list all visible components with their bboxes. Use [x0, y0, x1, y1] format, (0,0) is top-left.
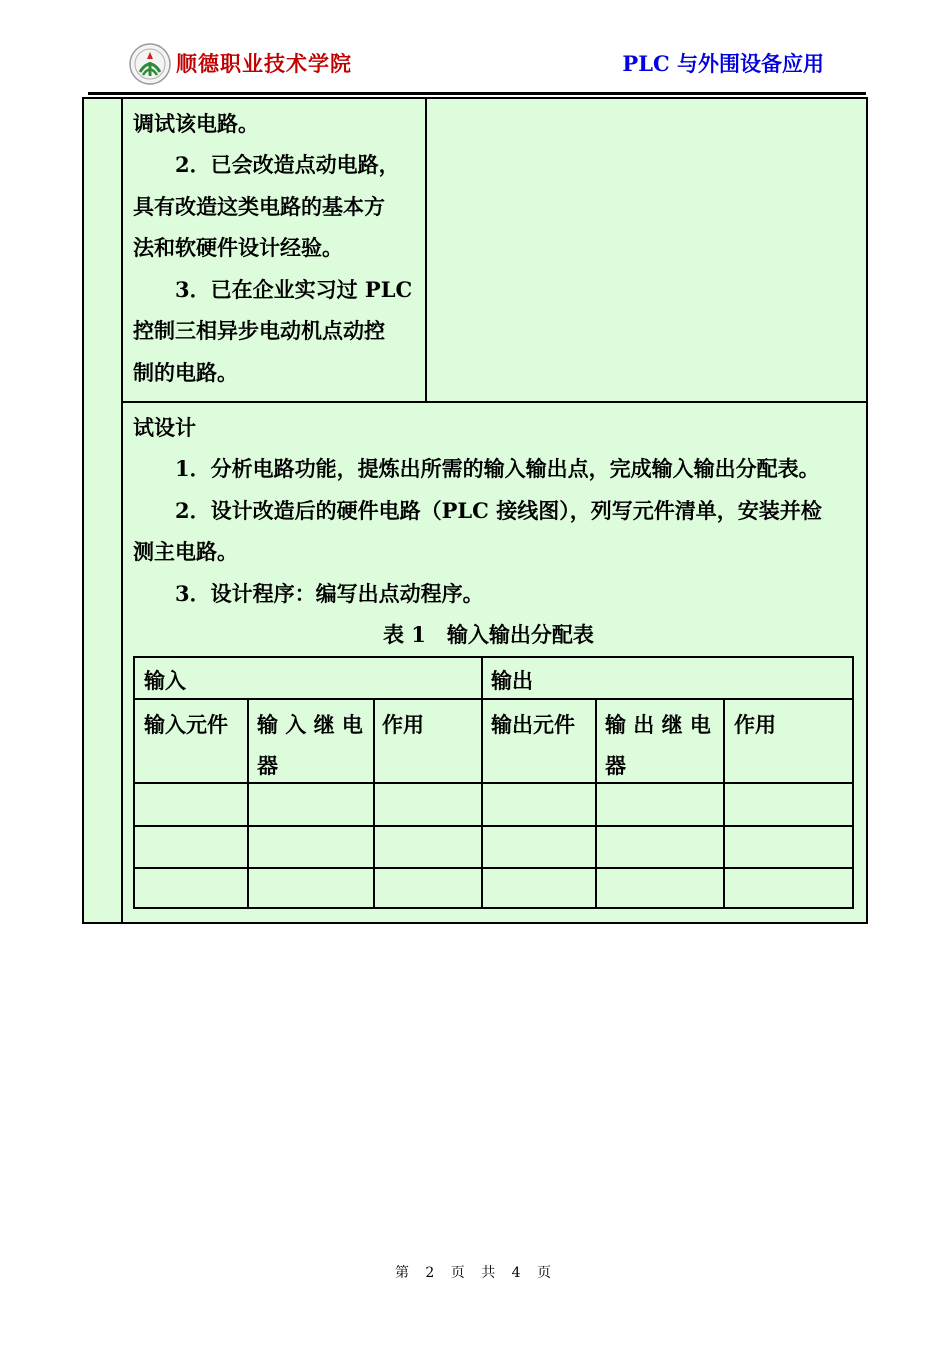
io-row-line	[135, 867, 852, 869]
table-row-divider	[121, 401, 868, 403]
header-rule	[88, 92, 866, 95]
school-emblem-icon	[128, 42, 172, 86]
io-row-line	[135, 782, 852, 784]
col-output-function: 作用	[734, 712, 776, 737]
left-cell-line: 制的电路。	[133, 360, 238, 385]
io-col-line	[723, 698, 725, 907]
col-input-function: 作用	[382, 712, 424, 737]
course-name: PLC 与外围设备应用	[622, 51, 824, 76]
io-allocation-table	[133, 656, 854, 909]
io-row-line	[135, 825, 852, 827]
io-output-group: 输出	[491, 668, 533, 693]
design-step-3: 3．设计程序：编写出点动程序。	[175, 581, 484, 606]
io-col-line	[373, 698, 375, 907]
io-col-line	[595, 698, 597, 907]
table-column-divider	[121, 97, 123, 924]
design-step-2: 2．设计改造后的硬件电路（PLC 接线图），列写元件清单，安装并检	[175, 498, 822, 523]
col-output-element: 输出元件	[491, 712, 575, 737]
col-input-relay-cont: 器	[257, 753, 278, 778]
page-header	[128, 40, 828, 84]
page-number: 第 2 页 共 4 页	[394, 1265, 558, 1281]
io-col-line	[481, 658, 483, 907]
left-cell-line: 2．已会改造点动电路，	[175, 152, 400, 177]
col-input-element: 输入元件	[144, 712, 228, 737]
school-name: 顺德职业技术学院	[176, 51, 352, 76]
table-column-divider	[425, 97, 427, 402]
left-cell-line: 控制三相异步电动机点动控	[133, 318, 385, 343]
col-output-relay-cont: 器	[605, 753, 626, 778]
left-cell-line: 3．已在企业实习过 PLC	[175, 277, 413, 302]
table-caption: 表 1 输入输出分配表	[383, 622, 594, 647]
col-input-relay: 输 入 继 电	[257, 712, 363, 737]
design-step-2-cont: 测主电路。	[133, 539, 238, 564]
left-cell-line: 具有改造这类电路的基本方	[133, 194, 385, 219]
left-cell-line: 调试该电路。	[133, 111, 259, 136]
io-col-line	[247, 698, 249, 907]
design-step-1: 1．分析电路功能，提炼出所需的输入输出点，完成输入输出分配表。	[175, 456, 820, 481]
design-title: 试设计	[133, 415, 196, 440]
left-cell-line: 法和软硬件设计经验。	[133, 235, 343, 260]
col-output-relay: 输 出 继 电	[605, 712, 711, 737]
io-input-group: 输入	[144, 668, 186, 693]
